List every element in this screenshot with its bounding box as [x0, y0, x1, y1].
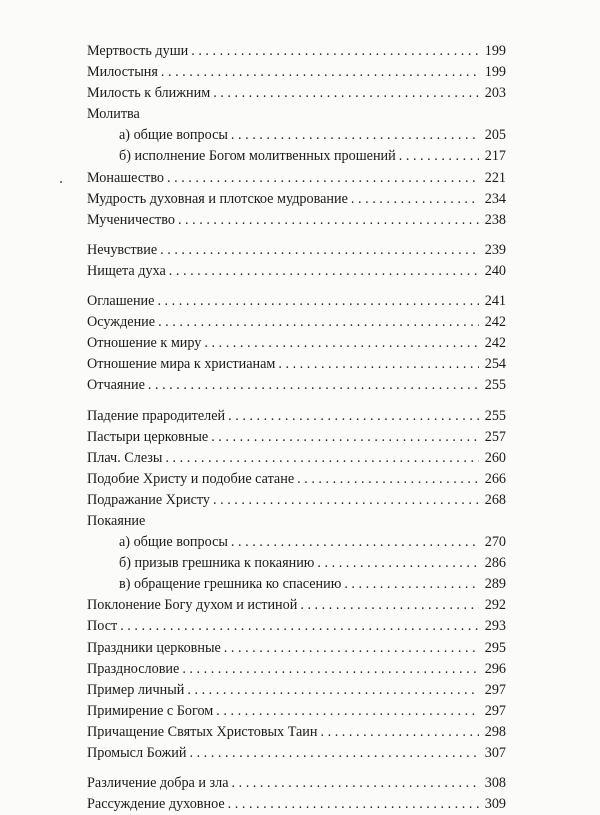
toc-entry	[87, 794, 506, 815]
toc-page-number: 238	[484, 211, 506, 228]
toc-entry-title: Мученичество	[87, 211, 175, 228]
toc-page-number: 297	[484, 681, 506, 698]
toc-entry	[87, 375, 506, 396]
toc-page-number: 257	[484, 428, 506, 445]
toc-page-number: 239	[484, 241, 506, 258]
toc-entry	[87, 240, 506, 261]
dot-leader	[157, 291, 479, 312]
dot-leader	[204, 333, 479, 354]
toc-entry-title: Покаяние	[87, 512, 146, 529]
dot-leader	[160, 240, 479, 261]
toc-entry	[87, 62, 506, 83]
toc-entry-title: в) обращение грешника ко спасению	[119, 576, 342, 593]
toc-page-number: 205	[484, 127, 506, 144]
dot-leader	[182, 659, 479, 680]
toc-subentry	[87, 532, 506, 553]
dot-leader	[161, 62, 479, 83]
toc-entry	[87, 638, 506, 659]
toc-entry-title: Примирение с Богом	[87, 702, 214, 719]
dot-leader	[231, 532, 479, 553]
toc-entry	[87, 680, 506, 701]
toc-entry-title: б) исполнение Богом молитвенных прошений	[119, 148, 396, 165]
toc-page-number: 199	[484, 43, 506, 59]
toc-entry-title: Отчаяние	[87, 377, 145, 394]
toc-entry	[87, 333, 506, 354]
toc-entry	[87, 743, 506, 764]
toc-entry-title: Рассуждение духовное	[87, 796, 225, 813]
toc-entry-title: а) общие вопросы	[119, 534, 228, 551]
toc-entry	[87, 659, 506, 680]
dot-leader	[300, 595, 479, 616]
dot-leader	[191, 41, 479, 62]
toc-entry	[87, 168, 506, 189]
dot-leader	[187, 680, 479, 701]
toc-entry-title: Молитва	[87, 106, 140, 123]
page-speck	[60, 181, 62, 183]
toc-subentry	[87, 125, 506, 146]
toc-entry	[87, 773, 506, 794]
toc-entry	[87, 210, 506, 231]
toc-page-number: 295	[484, 639, 506, 656]
toc-page-number: 242	[484, 335, 506, 352]
toc-entry	[87, 511, 506, 532]
toc-entry-title: Монашество	[87, 169, 165, 186]
toc-page-number: 240	[484, 262, 506, 279]
toc-entry-title: Причащение Святых Христовых Таин	[87, 723, 318, 740]
toc-page-number: 260	[484, 449, 506, 466]
toc-entry	[87, 189, 506, 210]
toc-entry	[87, 312, 506, 333]
toc-entry-title: Плач. Слезы	[87, 449, 163, 466]
toc-page-number: 289	[484, 576, 506, 593]
toc-entry	[87, 701, 506, 722]
toc-entry	[87, 291, 506, 312]
toc-entry-title: Осуждение	[87, 314, 156, 331]
toc-entry-title: Падение прародителей	[87, 407, 226, 424]
toc-page-number: 268	[484, 491, 506, 508]
toc-page-number: 293	[484, 618, 506, 635]
toc-page-number: 199	[484, 64, 506, 81]
toc-entry	[87, 469, 506, 490]
toc-entry-title: Отношение мира к христианам	[87, 356, 276, 373]
toc-subentry	[87, 553, 506, 574]
dot-leader	[232, 773, 479, 794]
toc-entry-title: Милость к ближним	[87, 85, 211, 102]
toc-page-number: 270	[484, 534, 506, 551]
toc-entry-title: Подражание Христу	[87, 491, 211, 508]
dot-leader	[228, 794, 479, 815]
toc-page-number: 307	[484, 745, 506, 761]
toc-entry-title: Оглашение	[87, 293, 155, 310]
toc-page-number: 203	[484, 85, 506, 102]
toc-page-number: 255	[484, 377, 506, 394]
toc-entry-title: Празднословие	[87, 660, 180, 677]
dot-leader	[120, 616, 479, 637]
toc-subentry	[87, 146, 506, 167]
dot-leader	[228, 406, 479, 427]
dot-leader	[167, 168, 479, 189]
toc-entry-title: Отношение к миру	[87, 335, 202, 352]
dot-leader	[216, 701, 479, 722]
toc-entry-title: Праздники церковные	[87, 639, 221, 656]
toc-entry	[87, 261, 506, 282]
toc-entry-title: Пастыри церковные	[87, 428, 209, 445]
dot-leader	[351, 189, 479, 210]
dot-leader	[158, 312, 479, 333]
toc-page-number: 266	[484, 470, 506, 487]
toc-page-number: 255	[484, 407, 506, 424]
dot-leader	[321, 722, 480, 743]
toc-page-number: 308	[484, 775, 506, 792]
toc-entry	[87, 41, 506, 62]
toc-entry-title: б) призыв грешника к покаянию	[119, 555, 315, 572]
toc-entry-title: Нечувствие	[87, 241, 158, 258]
dot-leader	[297, 469, 479, 490]
table-of-contents	[87, 41, 506, 815]
toc-page-number: 292	[484, 597, 506, 614]
toc-page-number: 297	[484, 702, 506, 719]
dot-leader	[211, 427, 479, 448]
toc-entry-title: Пост	[87, 618, 118, 635]
toc-entry-title: Поклонение Богу духом и истиной	[87, 597, 298, 614]
toc-page-number: 298	[484, 723, 506, 740]
toc-entry	[87, 490, 506, 511]
toc-entry	[87, 406, 506, 427]
dot-leader	[213, 83, 479, 104]
toc-entry-title: Милостыня	[87, 64, 158, 81]
toc-entry-title: Подобие Христу и подобие сатане	[87, 470, 295, 487]
toc-page-number: 217	[484, 148, 506, 165]
toc-entry-title: Различение добра и зла	[87, 775, 229, 792]
dot-leader	[148, 375, 479, 396]
toc-subentry	[87, 574, 506, 595]
dot-leader	[178, 210, 479, 231]
toc-entry	[87, 448, 506, 469]
toc-entry-title: Мудрость духовная и плотское мудрование	[87, 190, 348, 207]
dot-leader	[344, 574, 479, 595]
toc-entry-title: Нищета духа	[87, 262, 166, 279]
toc-page-number: 234	[484, 190, 506, 207]
dot-leader	[317, 553, 479, 574]
dot-leader	[399, 146, 479, 167]
toc-entry-title: Мертвость души	[87, 43, 189, 59]
dot-leader	[189, 743, 479, 764]
toc-page-number: 241	[484, 293, 506, 310]
dot-leader	[224, 638, 479, 659]
dot-leader	[169, 261, 479, 282]
toc-entry	[87, 595, 506, 616]
toc-entry	[87, 354, 506, 375]
toc-entry	[87, 104, 506, 125]
toc-entry-title: Пример личный	[87, 681, 185, 698]
toc-entry-title: Промысл Божий	[87, 745, 187, 761]
toc-entry	[87, 427, 506, 448]
toc-entry	[87, 722, 506, 743]
toc-page-number: 242	[484, 314, 506, 331]
toc-page-number: 221	[484, 169, 506, 186]
toc-entry	[87, 83, 506, 104]
dot-leader	[278, 354, 479, 375]
toc-page-number: 296	[484, 660, 506, 677]
toc-page-number: 286	[484, 555, 506, 572]
toc-entry	[87, 616, 506, 637]
dot-leader	[165, 448, 479, 469]
dot-leader	[231, 125, 479, 146]
toc-page-number: 309	[484, 796, 506, 813]
dot-leader	[213, 490, 479, 511]
toc-entry-title: а) общие вопросы	[119, 127, 228, 144]
toc-page-number: 254	[484, 356, 506, 373]
